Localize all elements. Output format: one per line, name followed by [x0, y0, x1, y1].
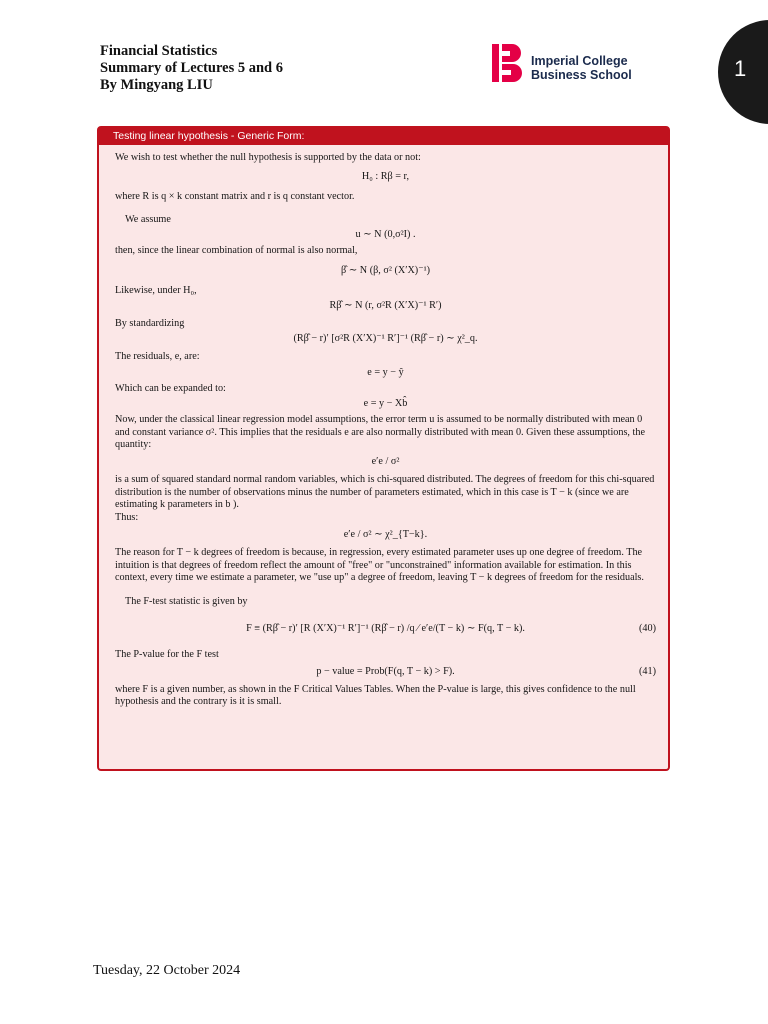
equation-residuals-expanded: e = y − Xb̂: [363, 398, 408, 410]
summary-title: Summary of Lectures 5 and 6: [100, 60, 283, 76]
paragraph-definition: where R is q × k constant matrix and r is q constant vector.: [115, 191, 355, 203]
box-title: Testing linear hypothesis - Generic Form:: [99, 128, 668, 145]
author-line: By Mingyang LIU: [100, 77, 213, 93]
logo-text-line1: Imperial College: [531, 54, 628, 68]
paragraph-likewise: Likewise, under H₀,: [115, 284, 197, 296]
course-title: Financial Statistics: [100, 43, 218, 59]
paragraph-chi-squared: is a sum of squared standard normal random variables, which is chi-squared distributed. The degrees of freedom for this chi-squared distribution is the number of observations minus the number of parameters estimated, which in this case is T − k (since we are estimating k parameters in b ).: [115, 474, 655, 511]
document-header: [100, 43, 283, 94]
equation-f-statistic-row: [115, 623, 656, 635]
paragraph-residuals: The residuals, e, are:: [115, 351, 200, 363]
theorem-box: [97, 126, 670, 771]
equation-residuals: e = y − ŷ: [367, 366, 404, 378]
paragraph-standardizing: By standardizing: [115, 318, 185, 330]
equation-chi-square: (Rβ̂ − r)′ [σ²R (X′X)⁻¹ R′]⁻¹ (Rβ̂ − r) ∼ χ²_q.: [293, 333, 478, 345]
equation-number-40: (40): [639, 622, 656, 634]
paragraph-assume: We assume: [125, 213, 171, 225]
paragraph-assumptions: Now, under the classical linear regression model assumptions, the error term u is assumed to be normally distributed with mean 0 and constant variance σ². This implies that the residuals e are also normally distributed with mean 0. Given these assumptions, the quantity:: [115, 414, 645, 451]
logo-text-line2: Business School: [531, 68, 632, 82]
paragraph-intro: We wish to test whether the null hypothesis is supported by the data or not:: [115, 152, 421, 163]
imperial-logo-icon: [492, 44, 524, 82]
equation-quantity: e′e / σ²: [371, 456, 400, 468]
page-number-badge: [718, 20, 768, 124]
equation-beta-dist: β̂ ∼ N (β, σ² (X′X)⁻¹): [340, 264, 431, 276]
paragraph-conclusion: where F is a given number, as shown in the F Critical Values Tables. When the P-value is large, this gives confidence to the null hypothesis and the contrary is it is small.: [115, 683, 636, 708]
page-number: 1: [734, 56, 747, 81]
equation-p-value-row: [115, 666, 656, 678]
equation-f-statistic: F ≡ (Rβ̂ − r)′ [R (X′X)⁻¹ R′]⁻¹ (Rβ̂ − r) /q ⁄ e′e/(T − k) ∼ F(q, T − k).: [246, 622, 525, 634]
equation-p-value: p − value = Prob(F(q, T − k) > F).: [316, 665, 455, 677]
paragraph-p-value: The P-value for the F test: [115, 649, 219, 661]
equation-chi-square-tk: e′e / σ² ∼ χ²_{T−k}.: [343, 529, 428, 541]
equation-rbeta-dist: Rβ̂ ∼ N (r, σ²R (X′X)⁻¹ R′): [329, 300, 442, 312]
equation-null-hypothesis: H₀ : Rβ = r,: [361, 171, 410, 183]
paragraph-normal: then, since the linear combination of normal is also normal,: [115, 245, 358, 257]
equation-number-41: (41): [639, 665, 656, 677]
paragraph-thus: Thus:: [115, 511, 139, 523]
paragraph-expanded: Which can be expanded to:: [115, 382, 226, 394]
footer-date: Tuesday, 22 October 2024: [93, 963, 241, 978]
paragraph-f-test: The F-test statistic is given by: [125, 596, 248, 608]
paragraph-degrees-freedom: The reason for T − k degrees of freedom is because, in regression, every estimated parameter uses up one degree of freedom. The intuition is that degrees of freedom reflect the amount of "free" or "unconstrained" information available for estimation. In this context, every time we estimate a parameter, we "use up" a degree of freedom, leaving T − k degrees of freedom for the residuals.: [115, 547, 644, 583]
equation-error-dist: u ∼ N (0,σ²I) .: [355, 229, 416, 241]
box-body: [115, 152, 656, 709]
